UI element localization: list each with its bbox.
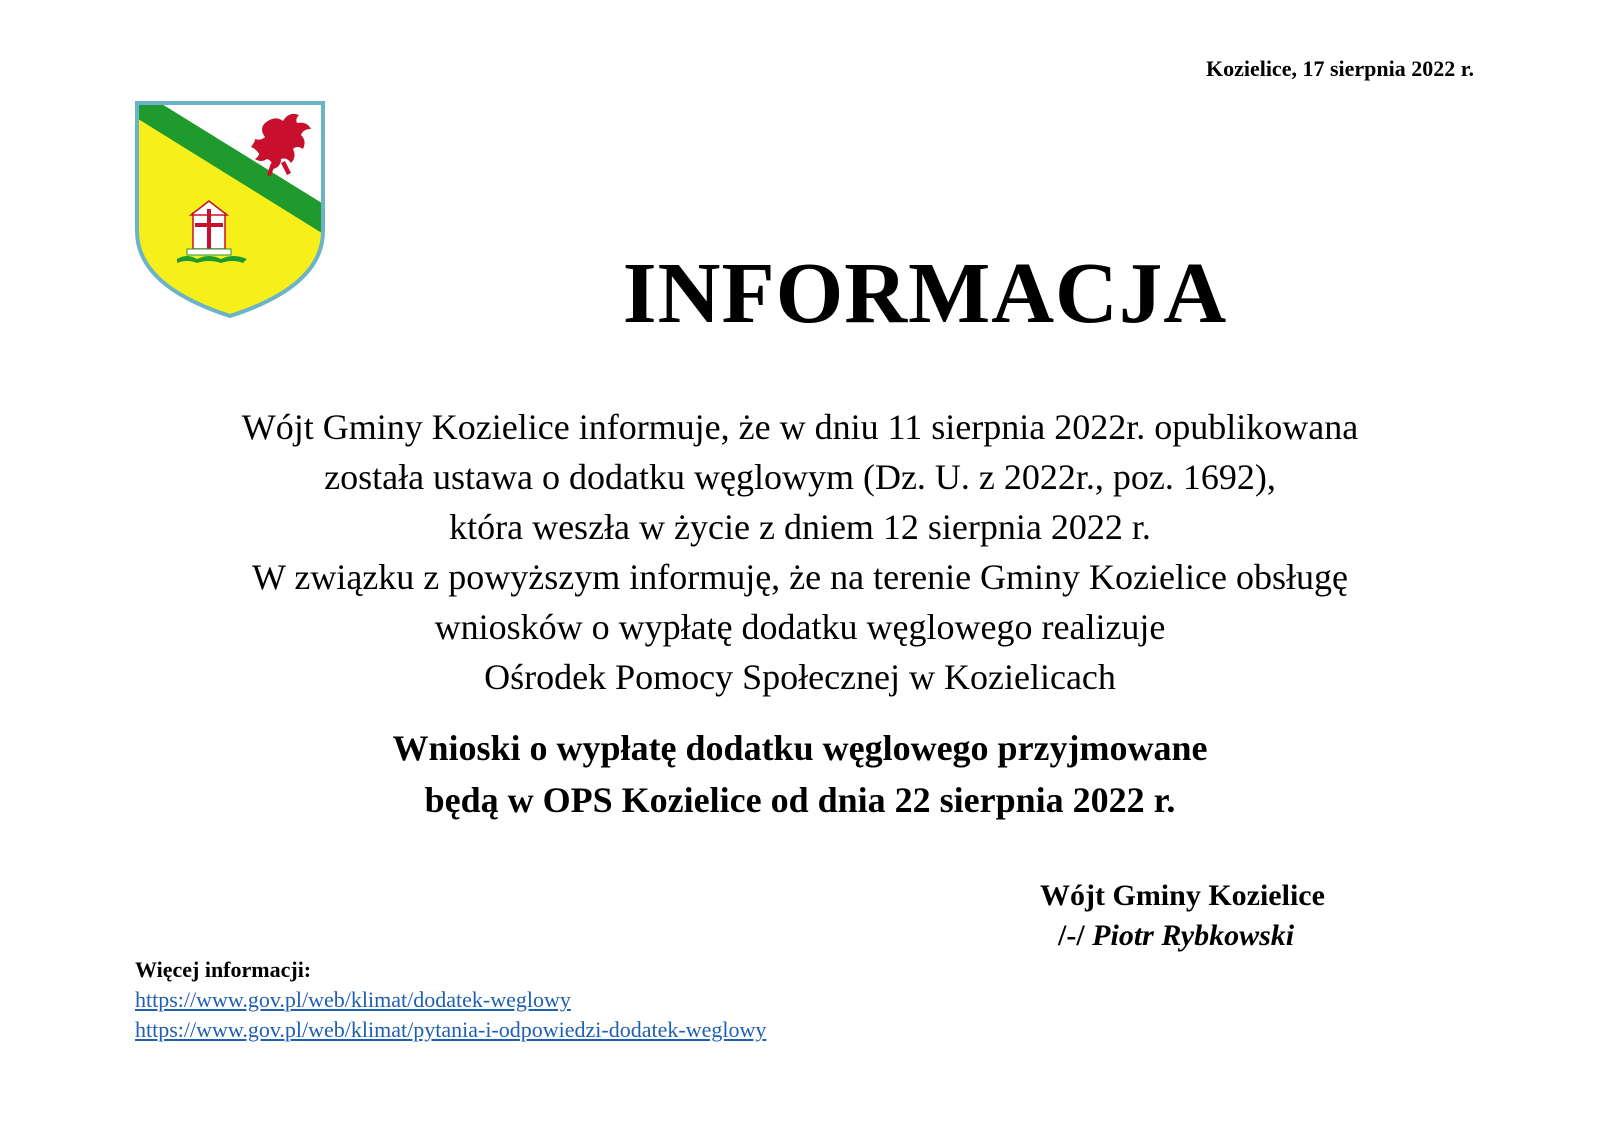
signature-name: Piotr Rybkowski [1092,919,1295,952]
announcement-emphasis [130,722,1470,826]
date-line: Kozielice, 17 sierpnia 2022 r. [1205,56,1474,81]
body-line: która weszła w życie z dniem 12 sierpnia 2022 r. [449,507,1151,547]
body-line: Wójt Gminy Kozielice informuje, że w dniu 11 sierpnia 2022r. opublikowana [241,407,1359,447]
more-info-section [135,955,766,1045]
more-info-heading: Więcej informacji: [135,957,312,982]
signature-block [1030,876,1390,956]
announcement-body [130,402,1470,702]
page-title: INFORMACJA [622,244,1228,341]
emphasis-line: Wnioski o wypłatę dodatku węglowego przyjmowane [392,728,1208,768]
info-link-dodatek-weglowy[interactable]: https://www.gov.pl/web/klimat/dodatek-weglowy [135,987,571,1012]
body-line: została ustawa o dodatku węglowym (Dz. U. z 2022r., poz. 1692), [324,457,1276,497]
signature-name-line [1030,916,1390,956]
body-line: W związku z powyższym informuję, że na terenie Gminy Kozielice obsługę [252,557,1348,597]
body-line: wniosków o wypłatę dodatku węglowego realizuje [434,607,1166,647]
emphasis-line: będą w OPS Kozielice od dnia 22 sierpnia 2022 r. [424,780,1176,820]
signature-prefix: /-/ [1058,919,1093,952]
info-link-pytania-i-odpowiedzi[interactable]: https://www.gov.pl/web/klimat/pytania-i-odpowiedzi-dodatek-weglowy [135,1017,767,1042]
signature-role: Wójt Gminy Kozielice [1040,879,1325,912]
body-line: Ośrodek Pomocy Społecznej w Kozielicach [484,657,1116,697]
